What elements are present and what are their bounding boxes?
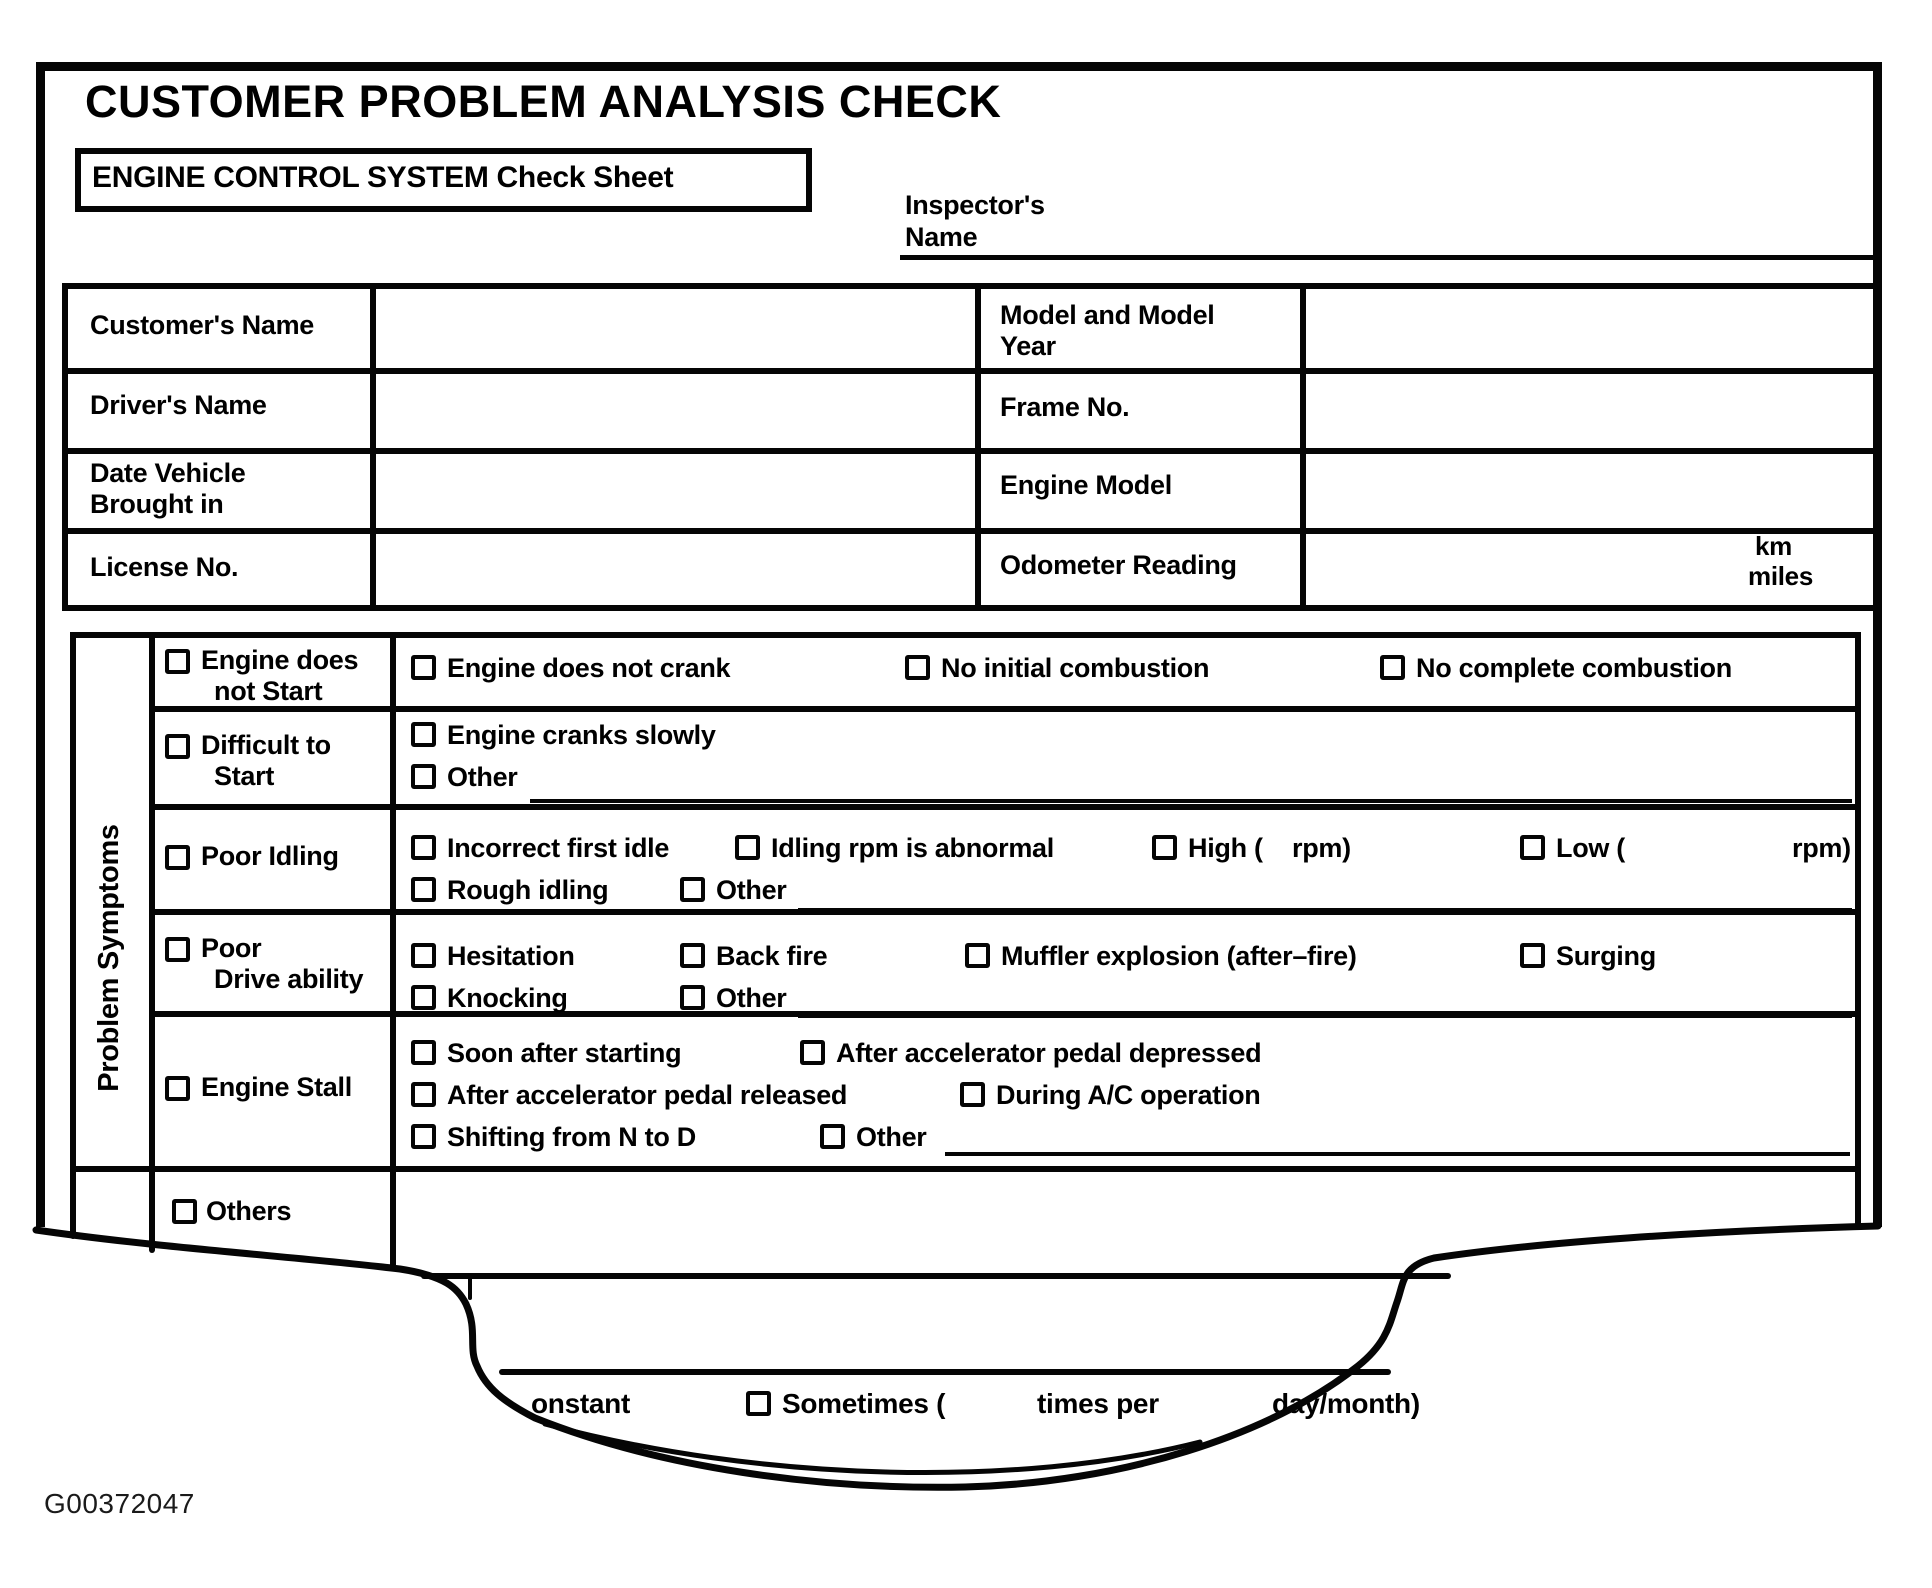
odometer-value-area[interactable] — [1310, 538, 1740, 601]
checkbox-icon[interactable] — [411, 943, 436, 968]
checkbox-icon[interactable] — [411, 985, 436, 1010]
inspector-label-line2: Name — [905, 222, 978, 252]
high-rpm-close: rpm) — [1292, 833, 1351, 863]
odometer-unit-miles: miles — [1748, 561, 1813, 591]
other-input-line[interactable] — [945, 1152, 1850, 1156]
label-customers-name: Customer's Name — [90, 310, 314, 340]
engine-model-value-area[interactable] — [1310, 458, 1870, 524]
other-input-line[interactable] — [798, 908, 1852, 912]
model-year-value-area[interactable] — [1310, 292, 1870, 364]
symptom-label: not Start — [214, 676, 323, 706]
header-table-vline — [370, 289, 376, 605]
checkbox-icon[interactable] — [905, 655, 930, 680]
checkbox-icon[interactable] — [800, 1040, 825, 1065]
header-table-vline — [1300, 289, 1306, 605]
label-drivers-name: Driver's Name — [90, 390, 267, 420]
low-rpm-close: rpm) — [1792, 833, 1851, 863]
symptoms-row-line — [149, 804, 1855, 810]
symptom-label: Poor Idling — [201, 841, 339, 871]
symptoms-row-line — [149, 706, 1855, 712]
option-muffler-explosion: Muffler explosion (after–fire) — [965, 941, 1357, 972]
label-date-vehicle-line2: Brought in — [90, 489, 224, 519]
symptom-label: Engine does — [201, 645, 359, 675]
symptoms-strip-divider — [149, 638, 155, 1166]
driver-name-value-area[interactable] — [380, 378, 970, 444]
header-table-hline — [68, 448, 1873, 454]
option-other-idling: Other — [680, 875, 787, 906]
option-other-difficult: Other — [411, 762, 518, 793]
frame-no-value-area[interactable] — [1310, 378, 1870, 444]
checkbox-icon[interactable] — [680, 877, 705, 902]
option-other-stall: Other — [820, 1122, 927, 1153]
checkbox-icon[interactable] — [1152, 835, 1177, 860]
symptom-label: Poor — [201, 933, 262, 963]
option-idling-rpm-abnormal: Idling rpm is abnormal — [735, 833, 1054, 864]
other-input-line[interactable] — [530, 799, 1852, 803]
fragment-times-per-text: times per — [1037, 1388, 1159, 1419]
symptom-label: Drive ability — [214, 964, 364, 994]
header-table-hline — [68, 528, 1873, 534]
figure-code: G00372047 — [44, 1488, 195, 1519]
option-no-initial-combustion: No initial combustion — [905, 653, 1209, 684]
option-after-pedal-depressed: After accelerator pedal depressed — [800, 1038, 1261, 1069]
checkbox-icon[interactable] — [735, 835, 760, 860]
checkbox-icon[interactable] — [965, 943, 990, 968]
symptom-label: Engine Stall — [201, 1072, 352, 1102]
label-frame-no: Frame No. — [1000, 392, 1130, 422]
date-brought-in-value-area[interactable] — [380, 458, 970, 524]
other-input-line[interactable] — [798, 1014, 1852, 1018]
checkbox-icon[interactable] — [960, 1082, 985, 1107]
label-date-vehicle-line1: Date Vehicle — [90, 458, 246, 488]
checkbox-icon[interactable] — [820, 1124, 845, 1149]
checkbox-poor-driveability[interactable] — [165, 937, 190, 962]
checkbox-icon[interactable] — [411, 1040, 436, 1065]
checkbox-icon[interactable] — [411, 655, 436, 680]
checkbox-icon[interactable] — [1380, 655, 1405, 680]
option-rough-idling: Rough idling — [411, 875, 608, 906]
option-engine-does-not-crank: Engine does not crank — [411, 653, 730, 684]
header-table-vline — [975, 289, 981, 605]
checkbox-poor-idling[interactable] — [165, 845, 190, 870]
customer-name-value-area[interactable] — [380, 292, 970, 364]
label-model-year-line2: Year — [1000, 331, 1056, 361]
symptoms-label-divider — [390, 638, 396, 1166]
option-back-fire: Back fire — [680, 941, 827, 972]
checkbox-others[interactable] — [172, 1199, 197, 1224]
checkbox-icon[interactable] — [411, 877, 436, 902]
checkbox-icon[interactable] — [411, 764, 436, 789]
option-knocking: Knocking — [411, 983, 568, 1014]
inspector-name-input-line[interactable] — [900, 255, 1878, 260]
header-table-hline — [68, 368, 1873, 374]
option-after-pedal-released: After accelerator pedal released — [411, 1080, 847, 1111]
fragment-constant-text: onstant — [531, 1388, 631, 1419]
checkbox-icon[interactable] — [411, 722, 436, 747]
fragment-day-month-text: day/month) — [1272, 1388, 1420, 1419]
checkbox-icon[interactable] — [411, 835, 436, 860]
label-odometer-reading: Odometer Reading — [1000, 550, 1237, 580]
checkbox-icon[interactable] — [411, 1082, 436, 1107]
option-during-ac-operation: During A/C operation — [960, 1080, 1261, 1111]
checkbox-difficult-to-start[interactable] — [165, 734, 190, 759]
checkbox-icon[interactable] — [680, 985, 705, 1010]
license-no-value-area[interactable] — [380, 538, 970, 601]
option-surging: Surging — [1520, 941, 1656, 972]
option-low-rpm: Low ( — [1520, 833, 1625, 864]
label-model-year-line1: Model and Model — [1000, 300, 1215, 330]
checkbox-icon[interactable] — [680, 943, 705, 968]
checkbox-icon[interactable] — [411, 1124, 436, 1149]
option-high-rpm: High ( — [1152, 833, 1263, 864]
option-incorrect-first-idle: Incorrect first idle — [411, 833, 669, 864]
option-hesitation: Hesitation — [411, 941, 575, 972]
symptom-label: Start — [214, 761, 275, 791]
symptom-label: Difficult to — [201, 730, 331, 760]
option-shifting-n-to-d: Shifting from N to D — [411, 1122, 696, 1153]
page-title: CUSTOMER PROBLEM ANALYSIS CHECK — [85, 76, 1002, 127]
option-engine-cranks-slowly: Engine cranks slowly — [411, 720, 716, 751]
symptom-label: Others — [206, 1196, 292, 1226]
odometer-unit-km: km — [1755, 531, 1792, 561]
option-no-complete-combustion: No complete combustion — [1380, 653, 1732, 684]
inspector-label-line1: Inspector's — [905, 190, 1045, 220]
problem-symptoms-vertical-label: Problem Symptoms — [93, 824, 125, 1092]
option-other-driveability: Other — [680, 983, 787, 1014]
label-engine-model: Engine Model — [1000, 470, 1172, 500]
checkbox-engine-stall[interactable] — [165, 1076, 190, 1101]
checkbox-icon[interactable] — [1520, 835, 1545, 860]
checkbox-engine-does-not-start[interactable] — [165, 649, 190, 674]
checkbox-sometimes[interactable] — [746, 1391, 771, 1416]
option-soon-after-starting: Soon after starting — [411, 1038, 681, 1069]
fragment-sometimes-text: Sometimes ( — [782, 1388, 946, 1419]
label-license-no: License No. — [90, 552, 239, 582]
sheet-title: ENGINE CONTROL SYSTEM Check Sheet — [92, 161, 674, 194]
checkbox-icon[interactable] — [1520, 943, 1545, 968]
